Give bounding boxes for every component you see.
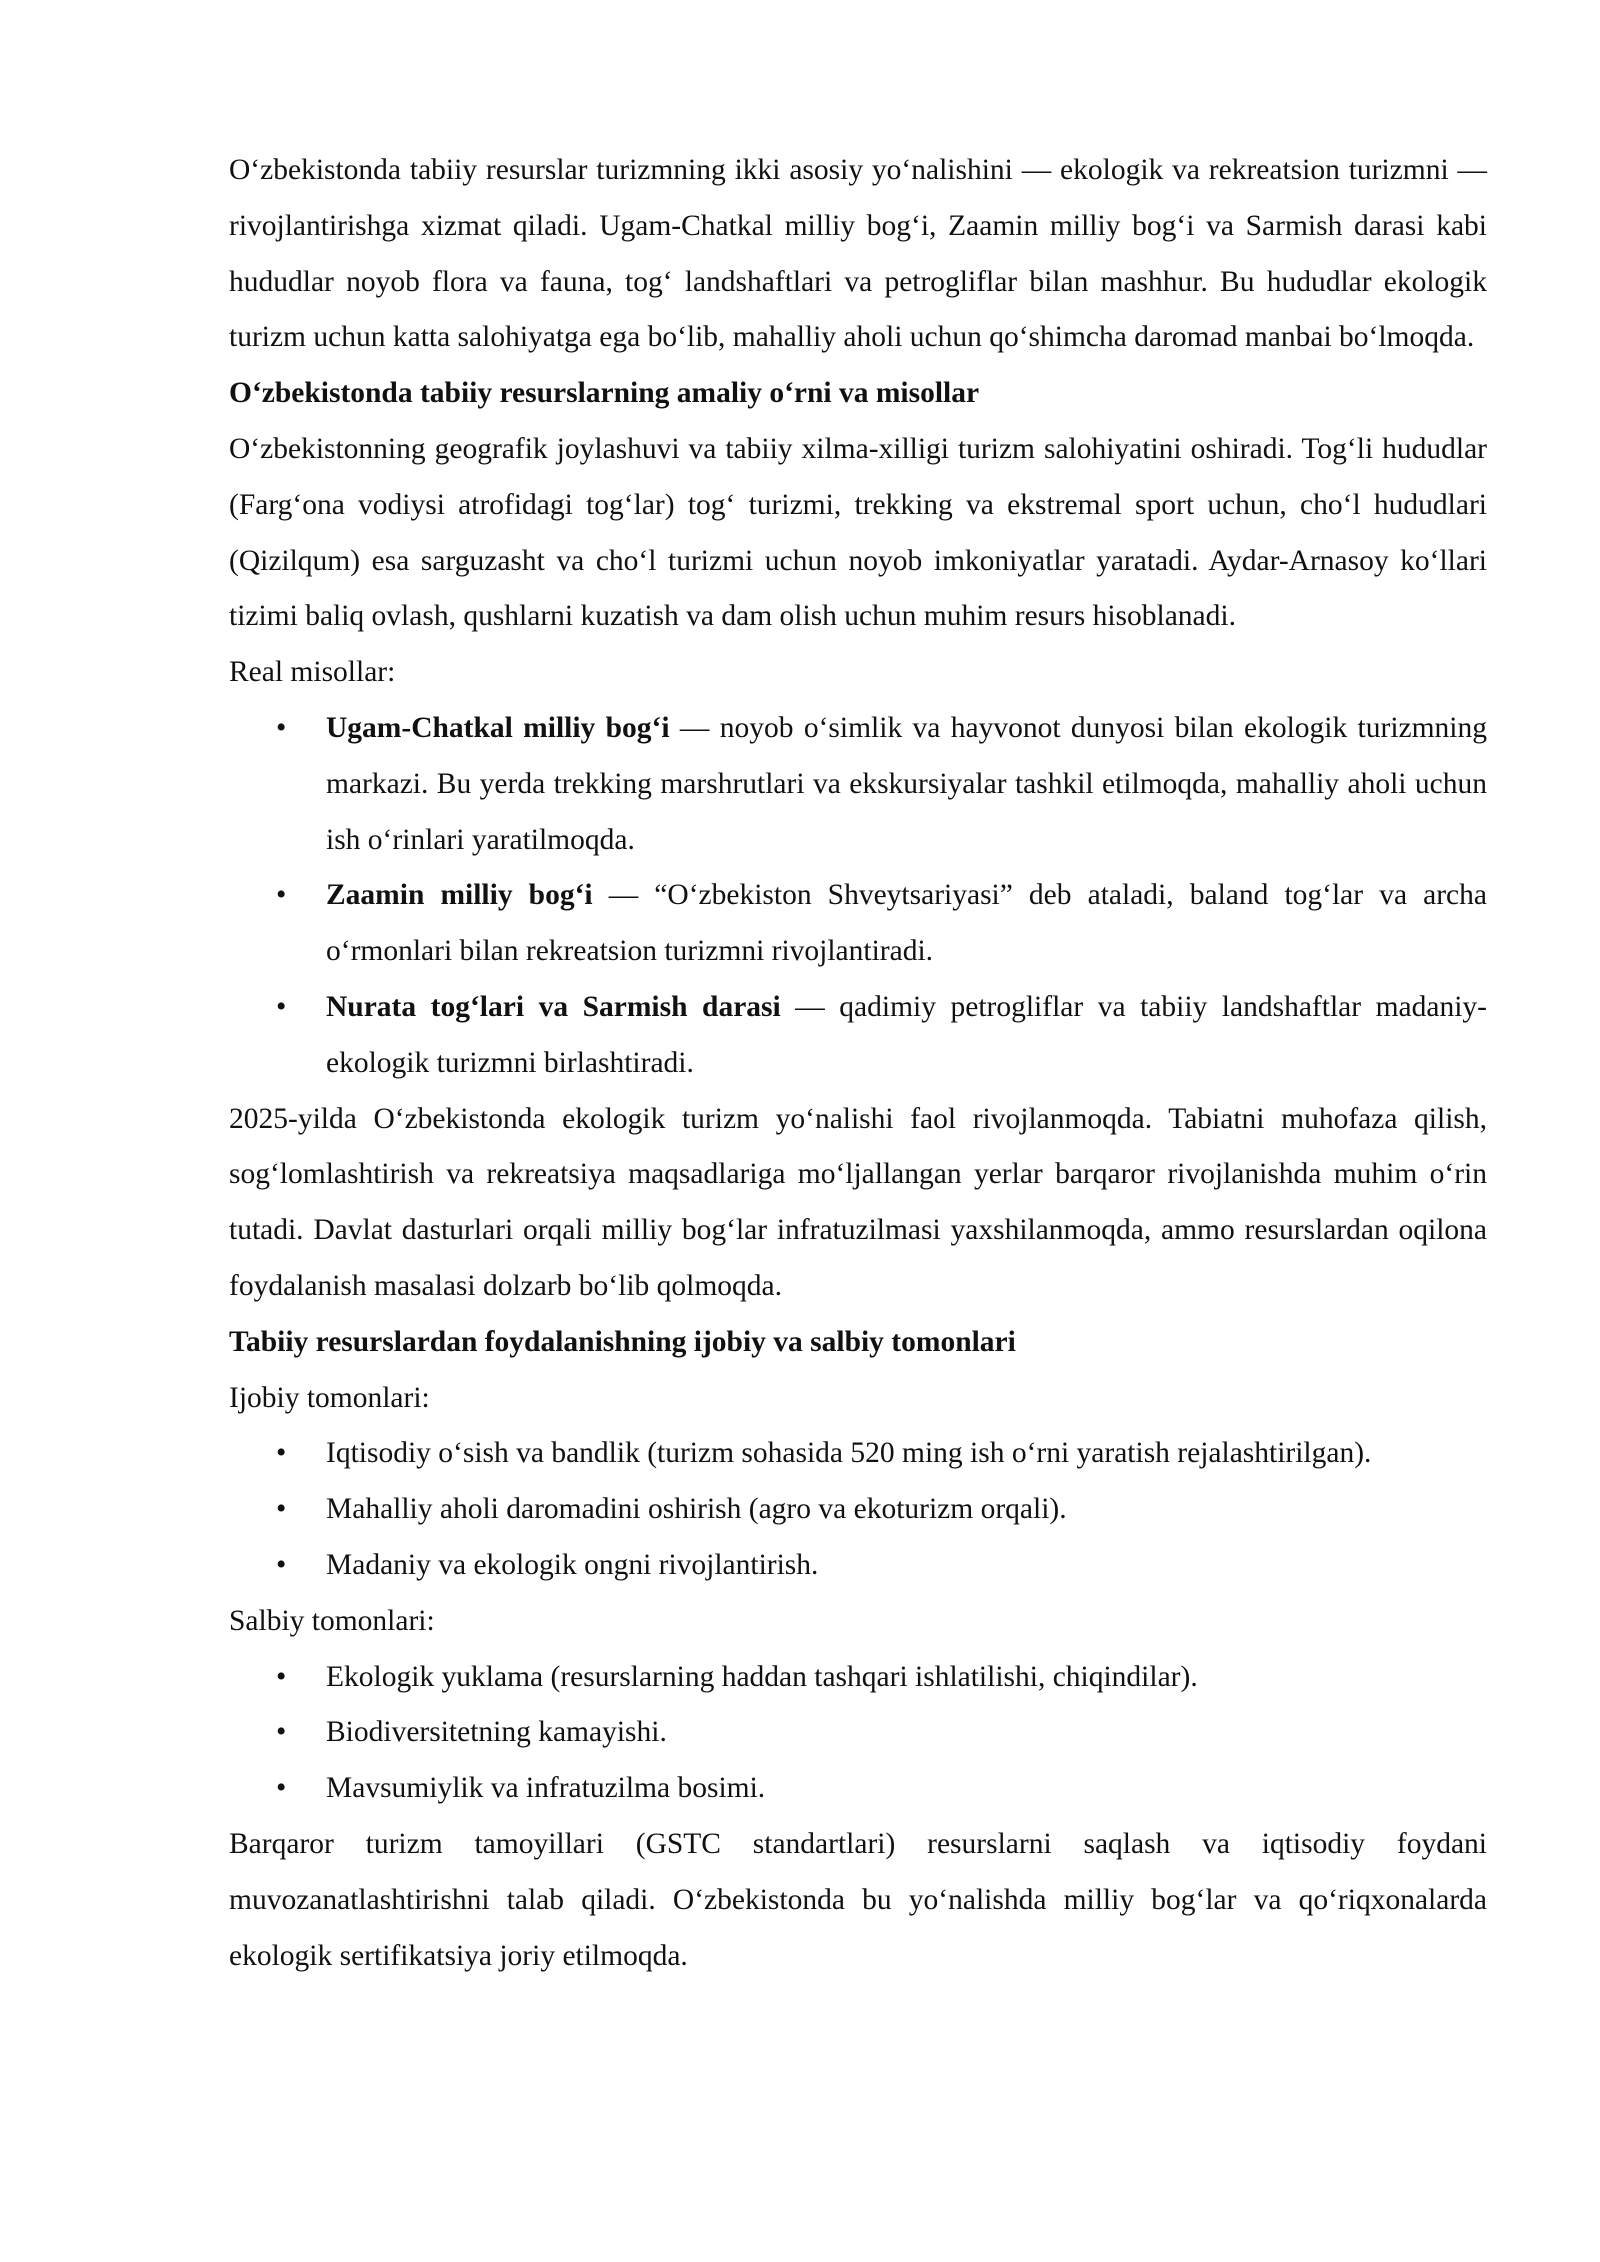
examples-label: Real misollar:	[229, 656, 396, 689]
section-heading-practical-role: O‘zbekistonda tabiiy resurslarning amaliy o‘rni va misollar	[229, 377, 980, 410]
ecotourism-2025-paragraph: 2025-yilda O‘zbekistonda ekologik turizm yo‘nalishi faol rivojlanmoqda. Tabiatni muhofaza qilish, sog‘lomlashtirish va rekreatsiya maqsadlariga mo‘ljallangan yerlar barqaror rivojlanishda muhim o‘rin tutadi. Davlat dasturlari orqali milliy bog‘lar infratuzilmasi yaxshilanmoqda, ammo resurslardan oqilona foydalanish masalasi dolzarb bo‘lib qolmoqda.	[229, 1102, 1487, 1302]
geography-paragraph: O‘zbekistonning geografik joylashuvi va tabiiy xilma-xilligi turizm salohiyatini oshiradi. Tog‘li hududlar (Farg‘ona vodiysi atrofidagi tog‘lar) tog‘ turizmi, trekking va ekstremal sport uchun, cho‘l hududlari (Qizilqum) esa sarguzasht va cho‘l turizmi uchun noyob imkoniyatlar yaratadi. Aydar-Arnasoy ko‘llari tizimi baliq ovlash, qushlarni kuzatish va dam olish uchun muhim resurs hisoblanadi.	[229, 432, 1487, 633]
positive-item-text: Madaniy va ekologik ongni rivojlantirish.	[326, 1548, 819, 1581]
example-text: — qadimiy petrogliflar va tabiiy landshaftlar madaniy-ekologik turizmni birlashtiradi.	[326, 990, 1487, 1079]
bullet-icon: •	[276, 1660, 287, 1693]
negative-item-text: Ekologik yuklama (resurslarning haddan tashqari ishlatilishi, chiqindilar).	[326, 1660, 1198, 1693]
positive-item-text: Mahalliy aholi daromadini oshirish (agro va ekoturizm orqali).	[326, 1493, 1067, 1526]
negative-label: Salbiy tomonlari:	[229, 1604, 435, 1637]
example-title: Ugam-Chatkal milliy bog‘i	[326, 711, 670, 744]
bullet-icon: •	[276, 711, 287, 744]
list-item	[276, 701, 1488, 868]
negative-item-text: Mavsumiylik va infratuzilma bosimi.	[326, 1772, 766, 1805]
bullet-icon: •	[276, 1548, 287, 1581]
list-item	[276, 980, 1487, 1092]
list-item	[276, 1650, 1487, 1706]
list-item	[276, 868, 1487, 980]
bullet-icon: •	[276, 1437, 287, 1470]
list-item	[276, 1482, 1487, 1538]
list-item	[276, 1426, 1487, 1482]
bullet-icon: •	[276, 1493, 287, 1526]
list-item	[276, 1705, 1487, 1761]
list-item	[276, 1538, 1487, 1594]
example-text: — noyob o‘simlik va hayvonot dunyosi bilan ekologik turizmning markazi. Bu yerda trekking marshrutlari va ekskursiyalar tashkil etilmoqda, mahalliy aholi uchun ish o‘rinlari yaratilmoqda.	[326, 711, 1488, 856]
document-page	[229, 143, 1487, 1984]
sustainable-tourism-paragraph: Barqaror turizm tamoyillari (GSTC standartlari) resurslarni saqlash va iqtisodiy foydani muvozanatlashtirishni talab qiladi. O‘zbekistonda bu yo‘nalishda milliy bog‘lar va qo‘riqxonalarda ekologik sertifikatsiya joriy etilmoqda.	[229, 1827, 1487, 1972]
negative-list	[229, 1650, 1487, 1817]
positive-item-text: Iqtisodiy o‘sish va bandlik (turizm sohasida 520 ming ish o‘rni yaratish rejalashtirilgan).	[326, 1437, 1372, 1470]
intro-paragraph: O‘zbekistonda tabiiy resurslar turizmning ikki asosiy yo‘nalishini — ekologik va rekreatsion turizmni — rivojlantirishga xizmat qiladi. Ugam-Chatkal milliy bog‘i, Zaamin milliy bog‘i va Sarmish darasi kabi hududlar noyob flora va fauna, tog‘ landshaftlari va petrogliflar bilan mashhur. Bu hududlar ekologik turizm uchun katta salohiyatga ega bo‘lib, mahalliy aholi uchun qo‘shimcha daromad manbai bo‘lmoqda.	[229, 154, 1487, 354]
example-text: — “O‘zbekiston Shveytsariyasi” deb ataladi, baland tog‘lar va archa o‘rmonlari bilan rekreatsion turizmni rivojlantiradi.	[326, 879, 1487, 968]
example-title: Nurata tog‘lari va Sarmish darasi	[326, 990, 781, 1023]
positive-label: Ijobiy tomonlari:	[229, 1381, 430, 1414]
bullet-icon: •	[276, 879, 287, 912]
example-title: Zaamin milliy bog‘i	[326, 879, 593, 912]
positive-list	[229, 1426, 1487, 1593]
examples-list	[229, 701, 1487, 1092]
bullet-icon: •	[276, 1716, 287, 1749]
list-item	[276, 1761, 1487, 1817]
bullet-icon: •	[276, 990, 287, 1023]
negative-item-text: Biodiversitetning kamayishi.	[326, 1716, 667, 1749]
bullet-icon: •	[276, 1772, 287, 1805]
section-heading-pros-cons: Tabiiy resurslardan foydalanishning ijobiy va salbiy tomonlari	[229, 1325, 1016, 1358]
